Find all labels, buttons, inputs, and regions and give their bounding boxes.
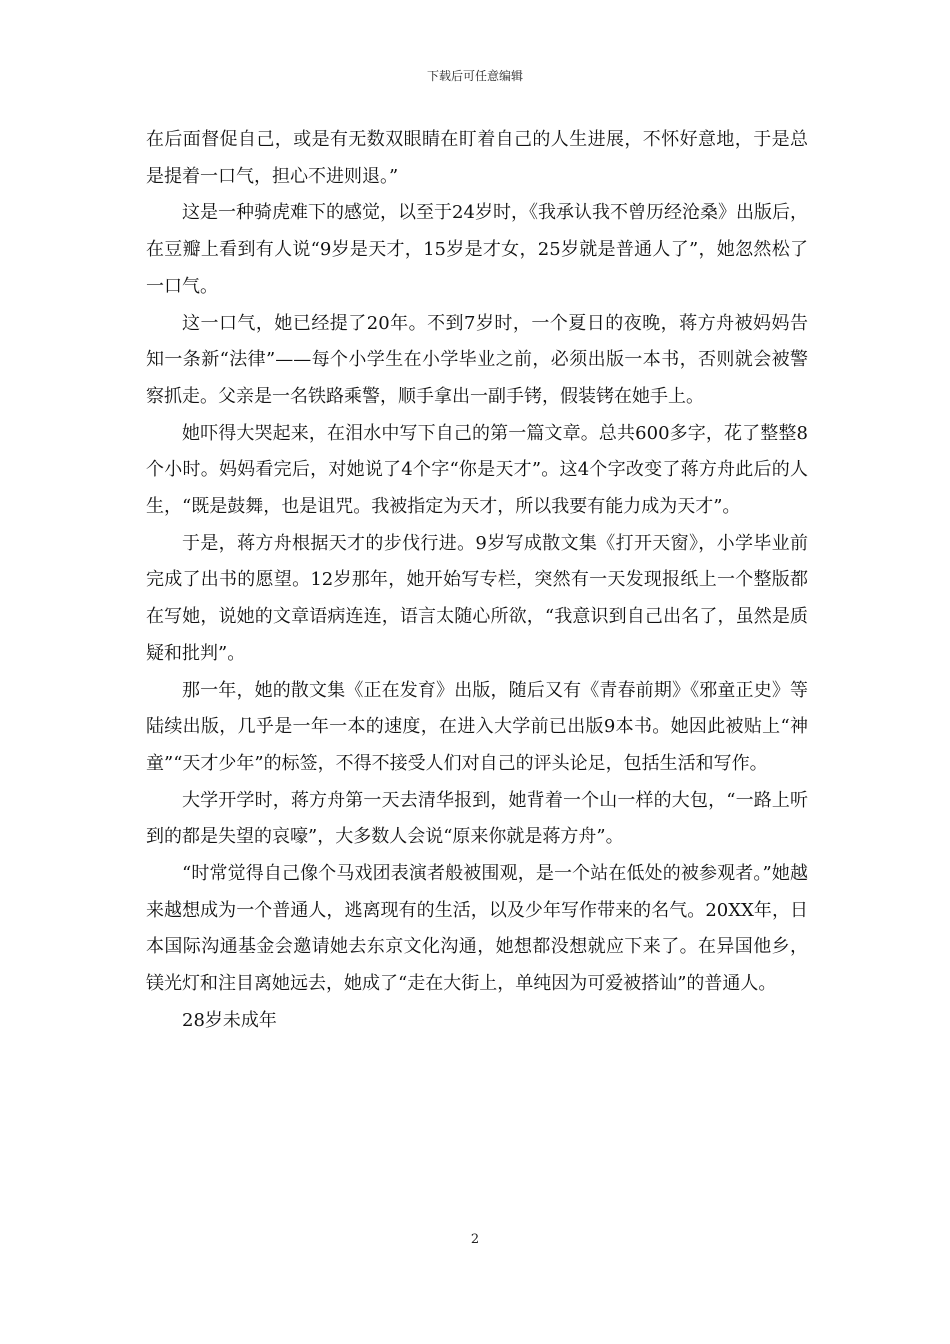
paragraph-continuation: 在后面督促自己，或是有无数双眼睛在盯着自己的人生进展，不怀好意地，于是总是提着一口气，担心不进则退。” bbox=[146, 129, 808, 187]
paragraph: “时常觉得自己像个马戏团表演者般被围观，是一个站在低处的被参观者。”她越来越想成为一个普通人，逃离现有的生活，以及少年写作带来的名气。20XX年，日本国际沟通基金会邀请她去东京文化沟通，她想都没想就应下来了。在异国他乡，镁光灯和注目离她远去，她成了“走在大街上，单纯因为可爱被搭讪”的普通人。 bbox=[146, 863, 808, 995]
section-heading: 28岁未成年 bbox=[182, 1009, 277, 1031]
paragraph: 这是一种骑虎难下的感觉，以至于24岁时，《我承认我不曾历经沧桑》出版后，在豆瓣上看到有人说“9岁是天才，15岁是才女，25岁就是普通人了”，她忽然松了一口气。 bbox=[146, 202, 808, 297]
article-body bbox=[146, 122, 808, 1040]
paragraph: 大学开学时，蒋方舟第一天去清华报到，她背着一个山一样的大包，“一路上听到的都是失望的哀嚎”，大多数人会说“原来你就是蒋方舟”。 bbox=[146, 789, 808, 848]
page-number: 2 bbox=[470, 1232, 480, 1247]
paragraph: 那一年，她的散文集《正在发育》出版，随后又有《青春前期》《邪童正史》等陆续出版，几乎是一年一本的速度，在进入大学前已出版9本书。她因此被贴上“神童”“天才少年”的标签，不得不接受人们对自己的评头论足，包括生活和写作。 bbox=[146, 679, 808, 774]
paragraph: 她吓得大哭起来，在泪水中写下自己的第一篇文章。总共600多字，花了整整8个小时。妈妈看完后，对她说了4个字“你是天才”。这4个字改变了蒋方舟此后的人生，“既是鼓舞，也是诅咒。我被指定为天才，所以我要有能力成为天才”。 bbox=[146, 422, 808, 518]
paragraph: 于是，蒋方舟根据天才的步伐行进。9岁写成散文集《打开天窗》，小学毕业前完成了出书的愿望。12岁那年，她开始写专栏，突然有一天发现报纸上一个整版都在写她，说她的文章语病连连，语言太随心所欲，“我意识到自己出名了，虽然是质疑和批判”。 bbox=[146, 532, 808, 664]
page-header: 下载后可任意编辑 bbox=[426, 69, 523, 83]
paragraph: 这一口气，她已经提了20年。不到7岁时，一个夏日的夜晚，蒋方舟被妈妈告知一条新“法律”——每个小学生在小学毕业之前，必须出版一本书，否则就会被警察抓走。父亲是一名铁路乘警，顺手拿出一副手铐，假装铐在她手上。 bbox=[146, 312, 808, 407]
